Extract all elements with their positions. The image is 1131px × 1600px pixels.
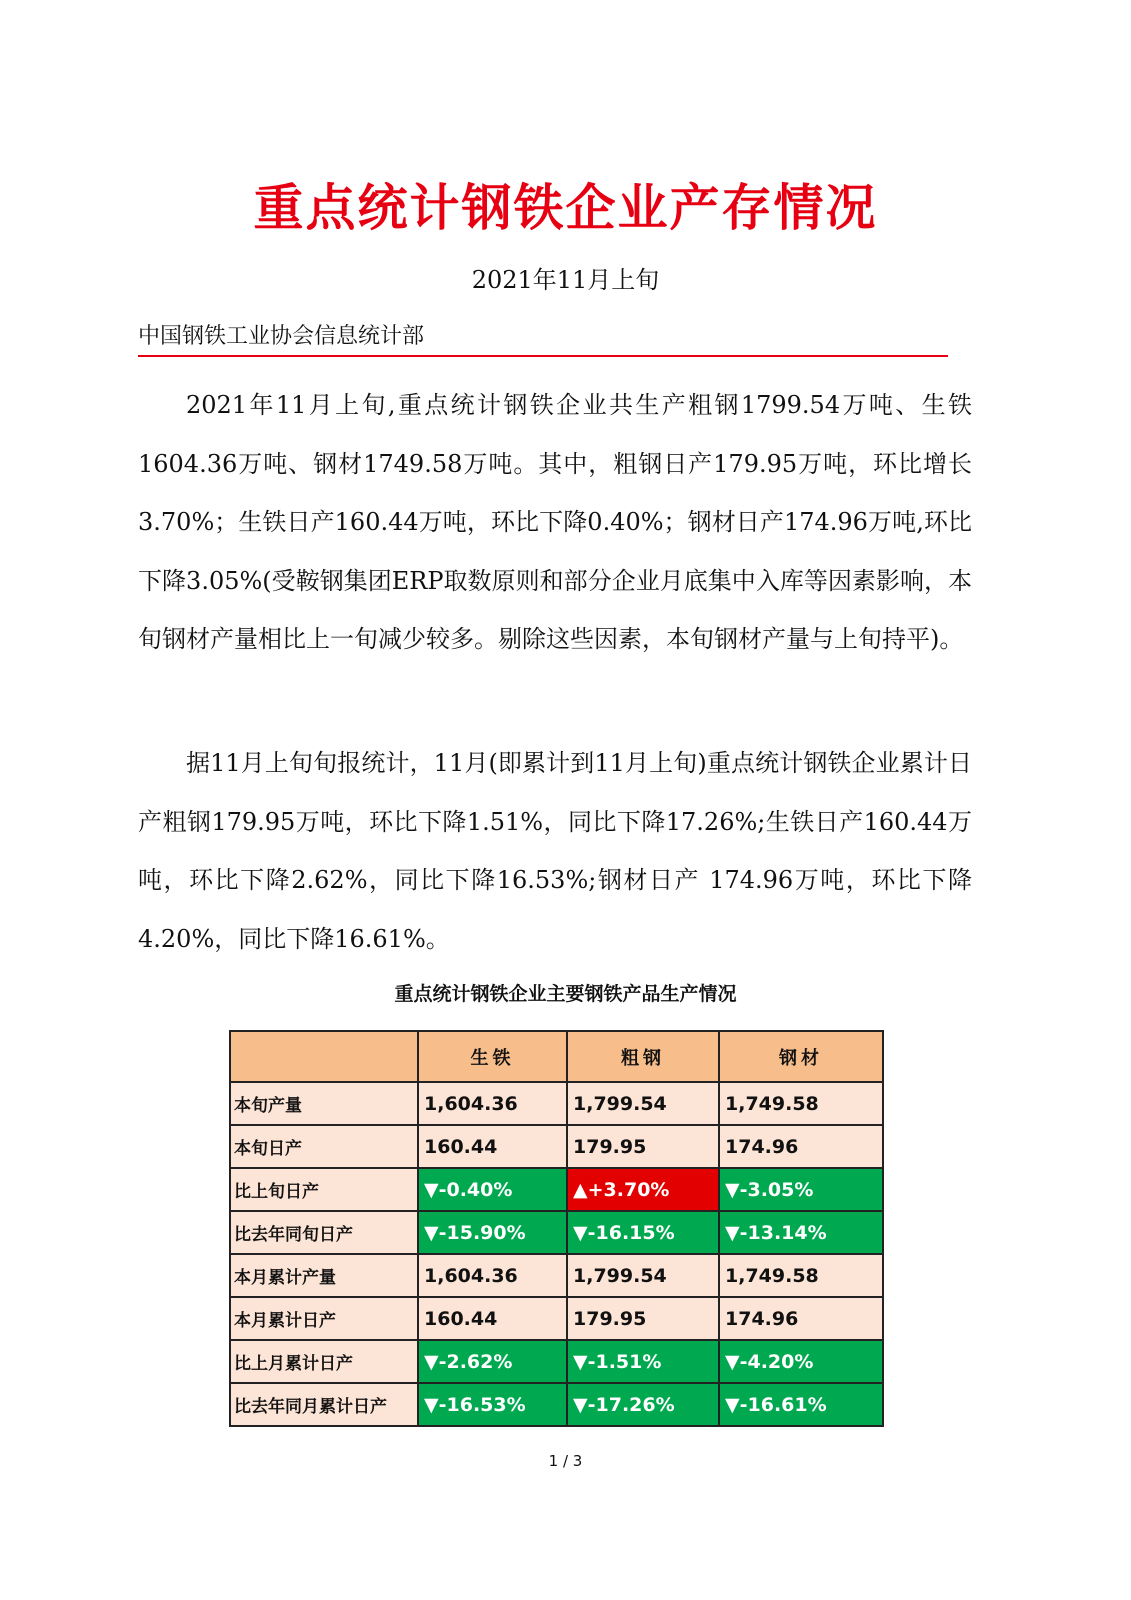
table-cell: ▼-3.05%	[719, 1168, 883, 1211]
table-cell: 1,799.54	[567, 1082, 719, 1125]
row-label: 比去年同旬日产	[230, 1211, 418, 1254]
table-row	[230, 1125, 883, 1168]
report-date: 2021年11月上旬	[471, 266, 660, 294]
row-label: 本月累计日产	[230, 1297, 418, 1340]
row-label: 比上旬日产	[230, 1168, 418, 1211]
table-row	[230, 1297, 883, 1340]
paragraph-monthly: 据11月上旬旬报统计，11月(即累计到11月上旬)重点统计钢铁企业累计日产粗钢179.95万吨，环比下降1.51%，同比下降17.26%;生铁日产160.44万吨，环比下降2.62%，同比下降16.53%;钢材日产 174.96万吨，环比下降4.20%，同比下降16.61%。	[138, 749, 972, 953]
header-divider	[138, 355, 948, 357]
row-label: 本旬产量	[230, 1082, 418, 1125]
table-cell: 1,749.58	[719, 1082, 883, 1125]
table-row	[230, 1211, 883, 1254]
paragraph-summary: 2021年11月上旬,重点统计钢铁企业共生产粗钢1799.54万吨、生铁1604.36万吨、钢材1749.58万吨。其中，粗钢日产179.95万吨，环比增长3.70%；生铁日产160.44万吨，环比下降0.40%；钢材日产174.96万吨,环比下降3.05%(受鞍钢集团ERP取数原则和部分企业月底集中入库等因素影响，本旬钢材产量相比上一旬减少较多。剔除这些因素，本旬钢材产量与上旬持平)。	[138, 391, 972, 653]
table-cell: ▼-4.20%	[719, 1340, 883, 1383]
table-cell: ▲+3.70%	[567, 1168, 719, 1211]
document-title: 重点统计钢铁企业产存情况	[253, 179, 878, 237]
table-cell: ▼-16.53%	[418, 1383, 567, 1426]
table-cell: 1,604.36	[418, 1254, 567, 1297]
table-row	[230, 1383, 883, 1426]
table-row	[230, 1340, 883, 1383]
table-row	[230, 1168, 883, 1211]
page-number: 1 / 3	[548, 1452, 583, 1470]
table-cell: 160.44	[418, 1297, 567, 1340]
production-table	[229, 1030, 884, 1427]
header-cell-crude-steel: 粗钢	[567, 1031, 719, 1082]
table-cell: 160.44	[418, 1125, 567, 1168]
header-cell-pig-iron: 生铁	[418, 1031, 567, 1082]
row-label: 本月累计产量	[230, 1254, 418, 1297]
table-cell: ▼-1.51%	[567, 1340, 719, 1383]
table-title: 重点统计钢铁企业主要钢铁产品生产情况	[394, 983, 737, 1005]
row-label: 比上月累计日产	[230, 1340, 418, 1383]
table-cell: ▼-2.62%	[418, 1340, 567, 1383]
table-cell: 1,749.58	[719, 1254, 883, 1297]
table-cell: ▼-0.40%	[418, 1168, 567, 1211]
table-cell: ▼-16.61%	[719, 1383, 883, 1426]
header-cell-steel-products: 钢材	[719, 1031, 883, 1082]
table-row	[230, 1254, 883, 1297]
row-label: 比去年同月累计日产	[230, 1383, 418, 1426]
table-cell: 179.95	[567, 1297, 719, 1340]
table-cell: ▼-15.90%	[418, 1211, 567, 1254]
table-cell: 1,799.54	[567, 1254, 719, 1297]
table-cell: 1,604.36	[418, 1082, 567, 1125]
header-cell-empty	[230, 1031, 418, 1082]
table-cell: ▼-13.14%	[719, 1211, 883, 1254]
row-label: 本旬日产	[230, 1125, 418, 1168]
table-cell: ▼-16.15%	[567, 1211, 719, 1254]
table-cell: 174.96	[719, 1125, 883, 1168]
table-cell: 179.95	[567, 1125, 719, 1168]
table-row	[230, 1082, 883, 1125]
organization-name: 中国钢铁工业协会信息统计部	[138, 324, 425, 349]
table-cell: ▼-17.26%	[567, 1383, 719, 1426]
table-cell: 174.96	[719, 1297, 883, 1340]
table-header-row	[230, 1031, 883, 1082]
